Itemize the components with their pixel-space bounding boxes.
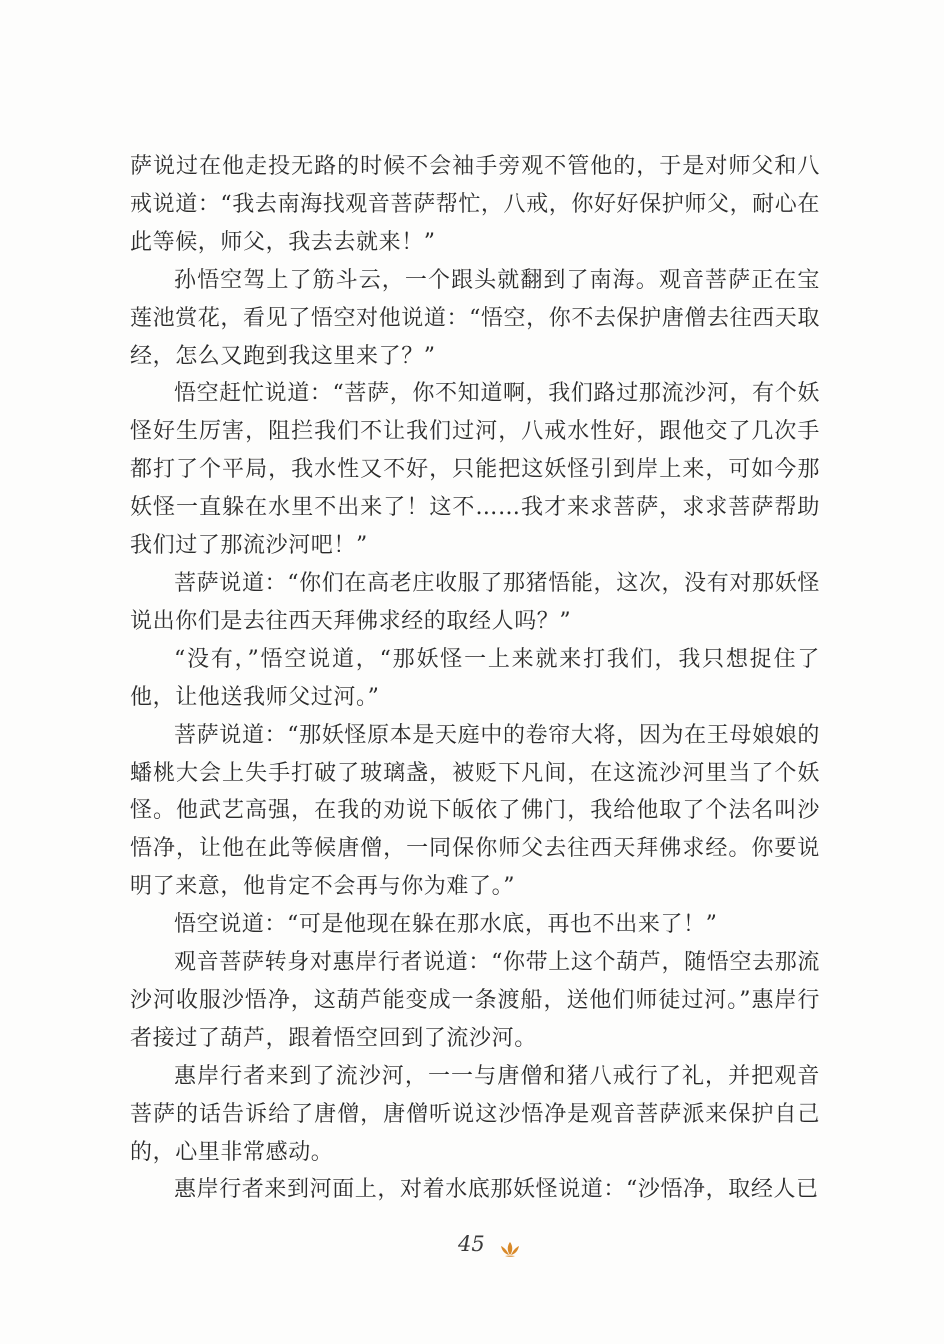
paragraph-8: 观音菩萨转身对惠岸行者说道：“你带上这个葫芦，随悟空去那流沙河收服沙悟净，这葫芦能变成一条渡船，送他们师徒过河。”惠岸行者接过了葫芦，跟着悟空回到了流沙河。 [130,950,820,1051]
paragraph-9: 惠岸行者来到了流沙河，一一与唐僧和猪八戒行了礼，并把观音菩萨的话告诉给了唐僧，唐僧听说这沙悟净是观音菩萨派来保护自己的，心里非常感动。 [130,1063,820,1165]
paragraph-3: 悟空赶忙说道：“菩萨，你不知道啊，我们路过那流沙河，有个妖怪好生厉害，阻拦我们不让我们过河，八戒水性好，跟他交了几次手都打了个平局，我水性又不好，只能把这妖怪引到岸上来，可如今那妖怪一直躲在水里不出来了！这不……我才来求菩萨，求求菩萨帮助我们过了那流沙河吧！” [130,381,820,559]
paragraph-5: “没有，”悟空说道，“那妖怪一上来就来打我们，我只想捉住了他，让他送我师父过河。” [130,646,820,710]
paragraph-2: 孙悟空驾上了筋斗云，一个跟头就翻到了南海。观音菩萨正在宝莲池赏花，看见了悟空对他说道：“悟空，你不去保护唐僧去往西天取经，怎么又跑到我这里来了？” [130,267,820,369]
page-footer [0,1232,944,1272]
paragraph-1: 萨说过在他走投无路的时候不会袖手旁观不管他的，于是对师父和八戒说道：“我去南海找观音菩萨帮忙，八戒，你好好保护师父，耐心在此等候，师父，我去去就来！” [130,154,820,255]
paragraph-4: 菩萨说道：“你们在高老庄收服了那猪悟能，这次，没有对那妖怪说出你们是去往西天拜佛求经的取经人吗？” [130,570,820,634]
page-number: 45 [458,1232,485,1256]
paragraph-6: 菩萨说道：“那妖怪原本是天庭中的卷帘大将，因为在王母娘娘的蟠桃大会上失手打破了玻璃盏，被贬下凡间，在这流沙河里当了个妖怪。他武艺高强，在我的劝说下皈依了佛门，我给他取了个法名叫沙悟净，让他在此等候唐僧，一同保你师父去往西天拜佛求经。你要说明了来意，他肯定不会再与你为难了。” [130,722,820,900]
lotus-icon [497,1240,523,1258]
paragraph-10: 惠岸行者来到河面上，对着水底那妖怪说道：“沙悟净，取经人已 [174,1177,819,1203]
body-text [130,148,820,1209]
paragraph-7: 悟空说道：“可是他现在躲在那水底，再也不出来了！” [174,912,718,938]
